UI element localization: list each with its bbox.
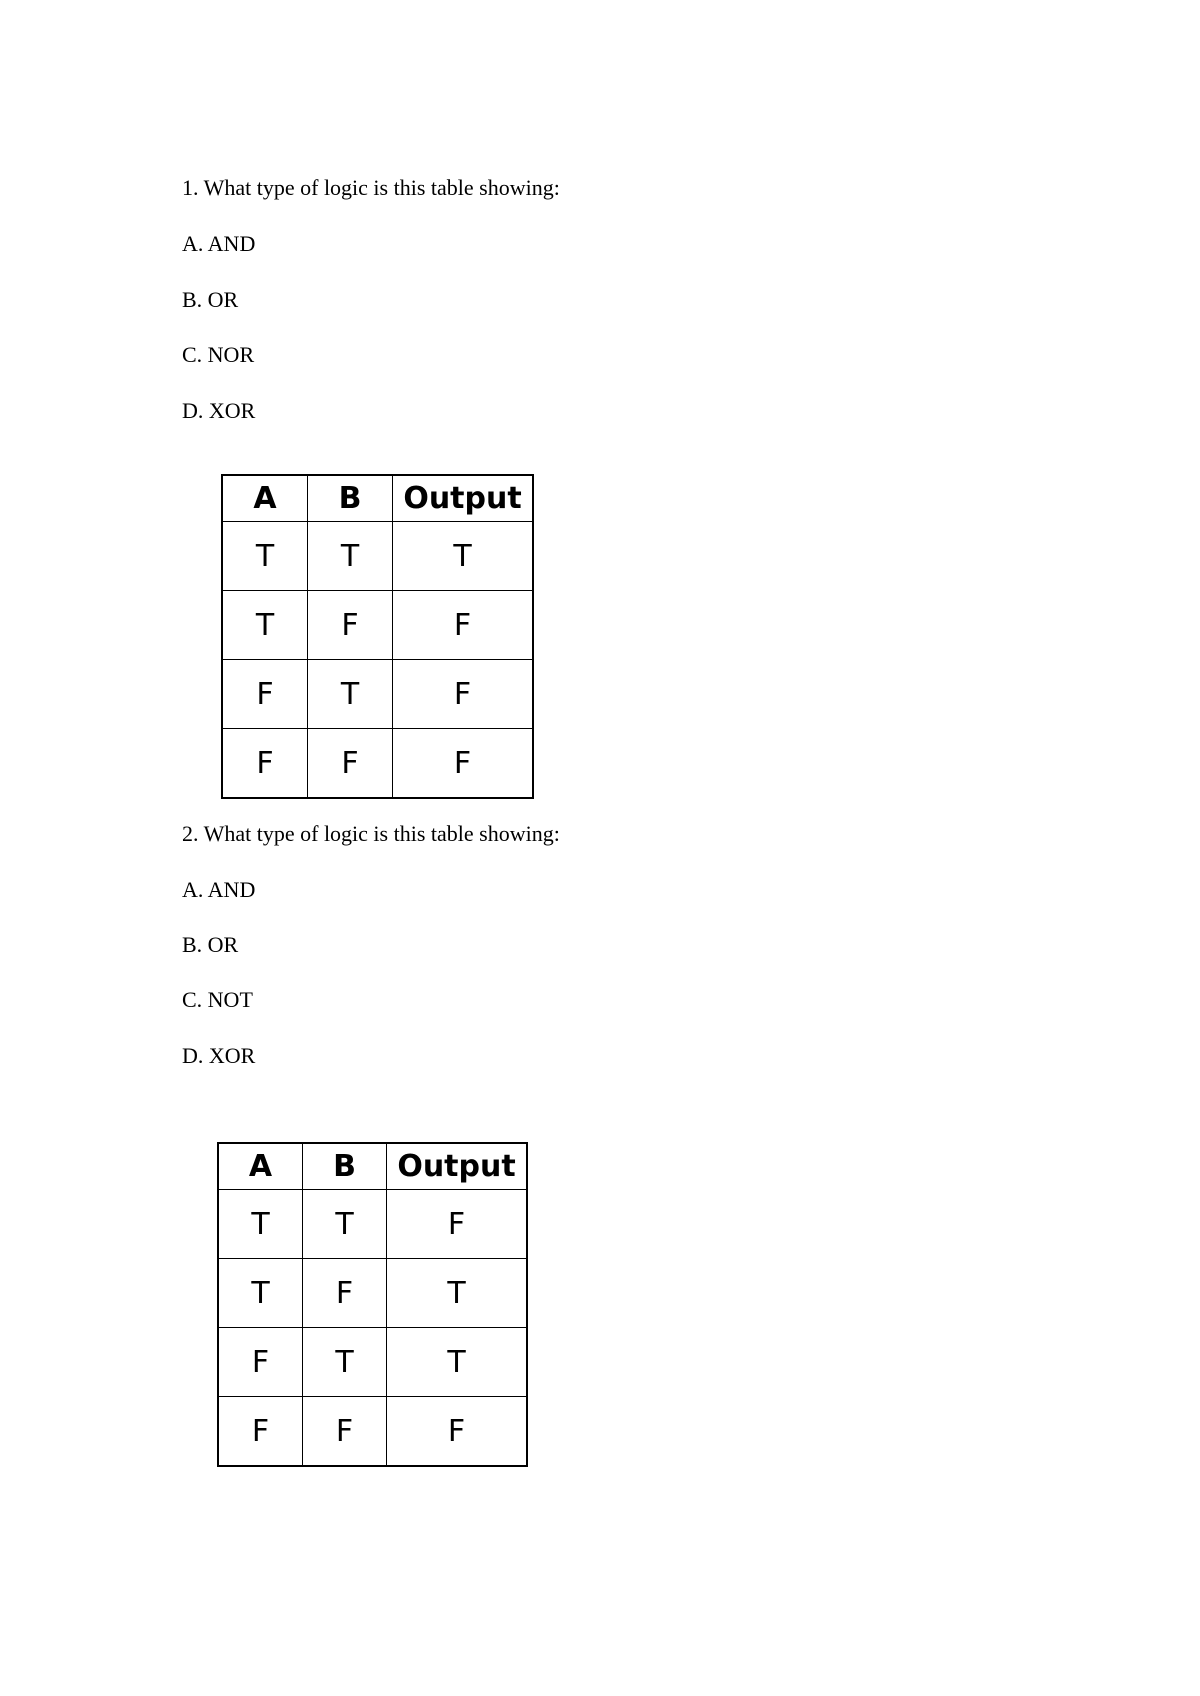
table-cell: F — [308, 729, 393, 799]
question-1-option-c: C. NOR — [182, 342, 255, 367]
table-row — [218, 1397, 527, 1467]
table-row — [222, 729, 533, 799]
header-cell: B — [308, 475, 393, 522]
table-cell: F — [393, 660, 534, 729]
table-row — [218, 1328, 527, 1397]
table-row — [218, 1259, 527, 1328]
table-header-row — [222, 475, 533, 522]
table-cell: T — [222, 591, 308, 660]
table-cell: F — [303, 1259, 387, 1328]
table-cell: T — [387, 1259, 528, 1328]
question-1-option-b: B. OR — [182, 287, 239, 312]
table-header-row — [218, 1143, 527, 1190]
table-cell: T — [308, 522, 393, 591]
table-cell: F — [218, 1328, 303, 1397]
question-2-option-d: D. XOR — [182, 1043, 256, 1068]
header-cell: A — [222, 475, 308, 522]
table-cell: T — [218, 1190, 303, 1259]
question-1-option-a: A. AND — [182, 231, 256, 256]
truth-table-2 — [217, 1142, 528, 1467]
table-cell: T — [308, 660, 393, 729]
table-cell: T — [303, 1190, 387, 1259]
table-cell: T — [393, 522, 534, 591]
table-cell: F — [387, 1190, 528, 1259]
question-2-option-a: A. AND — [182, 877, 256, 902]
table-cell: F — [387, 1397, 528, 1467]
table-cell: F — [222, 660, 308, 729]
table-cell: T — [222, 522, 308, 591]
truth-table-1 — [221, 474, 534, 799]
header-cell: B — [303, 1143, 387, 1190]
table-row — [222, 591, 533, 660]
table-cell: F — [303, 1397, 387, 1467]
question-2-option-c: C. NOT — [182, 987, 253, 1012]
table-cell: T — [218, 1259, 303, 1328]
table-cell: F — [393, 591, 534, 660]
table-cell: T — [303, 1328, 387, 1397]
table-cell: F — [218, 1397, 303, 1467]
table-cell: F — [308, 591, 393, 660]
header-cell: A — [218, 1143, 303, 1190]
table-row — [218, 1190, 527, 1259]
question-1-prompt: 1. What type of logic is this table showing: — [182, 175, 560, 200]
table-cell: F — [222, 729, 308, 799]
table-cell: T — [387, 1328, 528, 1397]
question-2-prompt: 2. What type of logic is this table showing: — [182, 821, 560, 846]
question-2-option-b: B. OR — [182, 932, 239, 957]
table-row — [222, 522, 533, 591]
header-cell: Output — [387, 1143, 528, 1190]
table-row — [222, 660, 533, 729]
table-cell: F — [393, 729, 534, 799]
question-1-option-d: D. XOR — [182, 398, 256, 423]
header-cell: Output — [393, 475, 534, 522]
